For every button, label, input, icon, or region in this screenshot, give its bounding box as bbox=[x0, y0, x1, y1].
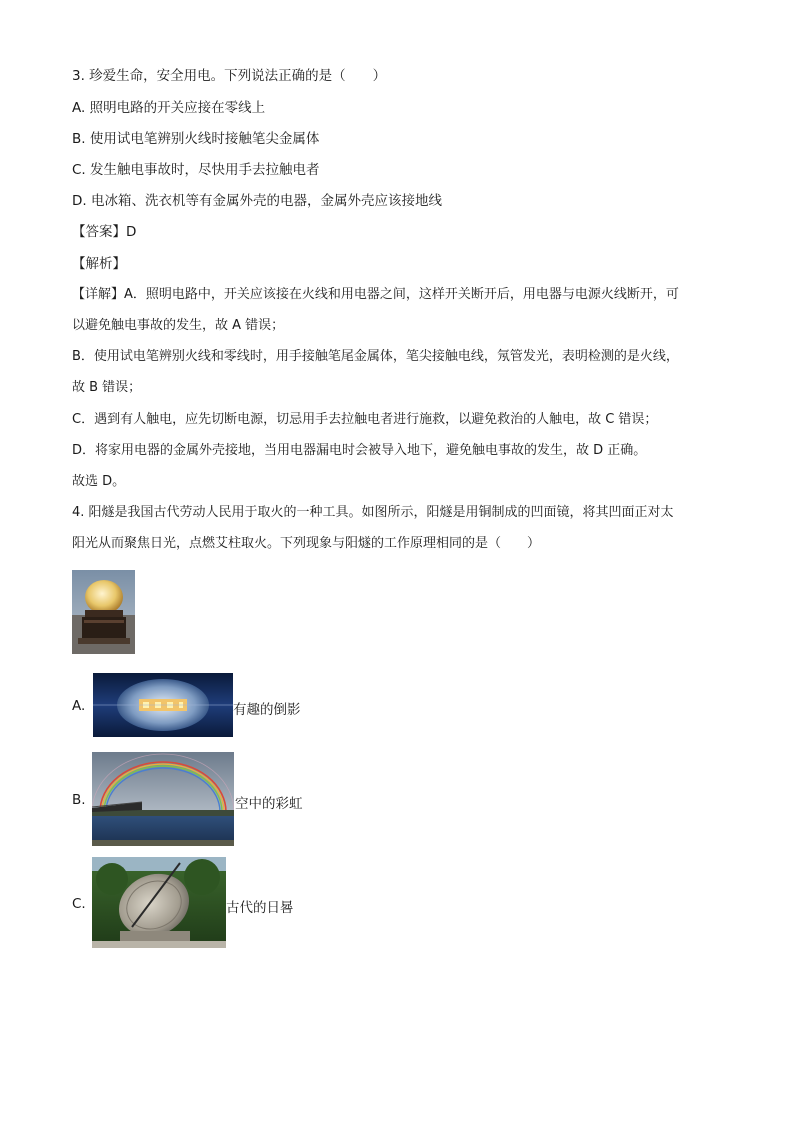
reflection-photo bbox=[93, 673, 233, 737]
q4-option-a-caption: 有趣的倒影 bbox=[233, 702, 301, 718]
q3-analysis-line: 故 B 错误； bbox=[72, 380, 142, 395]
q4-option-a-label: A. bbox=[72, 698, 86, 714]
sundial-photo bbox=[92, 857, 226, 948]
q3-analysis-title: 【解析】 bbox=[72, 256, 126, 272]
q3-analysis-line: B．使用试电笔辨别火线和零线时，用手接触笔尾金属体，笔尖接触电线，氖管发光，表明检测的是火线， bbox=[72, 349, 679, 364]
q3-analysis-line: 故选 D。 bbox=[72, 474, 126, 489]
q3-analysis-line: C．遇到有人触电，应先切断电源，切忌用手去拉触电者进行施救，以避免救治的人触电，故 C 错误； bbox=[72, 412, 658, 427]
q3-option-b: B. 使用试电笔辨别火线时接触笔尖金属体 bbox=[72, 131, 320, 147]
q4-option-b-label: B. bbox=[72, 792, 86, 808]
q4-option-b-caption: 空中的彩虹 bbox=[235, 796, 303, 812]
q3-analysis-line: D．将家用电器的金属外壳接地，当用电器漏电时会被导入地下，避免触电事故的发生，故 D 正确。 bbox=[72, 443, 647, 458]
q3-answer: 【答案】D bbox=[72, 224, 137, 240]
q3-analysis-line: 以避免触电事故的发生，故 A 错误； bbox=[72, 318, 285, 333]
q4-option-c-caption: 古代的日晷 bbox=[226, 900, 294, 916]
q4-stem-line1: 4. 阳燧是我国古代劳动人民用于取火的一种工具。如图所示，阳燧是用铜制成的凹面镜，将其凹面正对太 bbox=[72, 505, 674, 520]
q3-option-d: D. 电冰箱、洗衣机等有金属外壳的电器，金属外壳应该接地线 bbox=[72, 193, 442, 209]
rainbow-photo bbox=[92, 752, 234, 846]
q4-stem-line2: 阳光从而聚焦日光，点燃艾柱取火。下列现象与阳燧的工作原理相同的是（ ） bbox=[72, 536, 541, 551]
q3-option-c: C. 发生触电事故时，尽快用手去拉触电者 bbox=[72, 162, 320, 178]
yangsui-photo bbox=[72, 570, 135, 654]
q3-option-a: A. 照明电路的开关应接在零线上 bbox=[72, 100, 266, 116]
q3-stem: 3. 珍爱生命，安全用电。下列说法正确的是（ ） bbox=[72, 68, 387, 84]
q3-analysis-line: 【详解】A．照明电路中，开关应该接在火线和用电器之间，这样开关断开后，用电器与电源火线断开，可 bbox=[72, 287, 679, 302]
q4-option-c-label: C. bbox=[72, 896, 86, 912]
